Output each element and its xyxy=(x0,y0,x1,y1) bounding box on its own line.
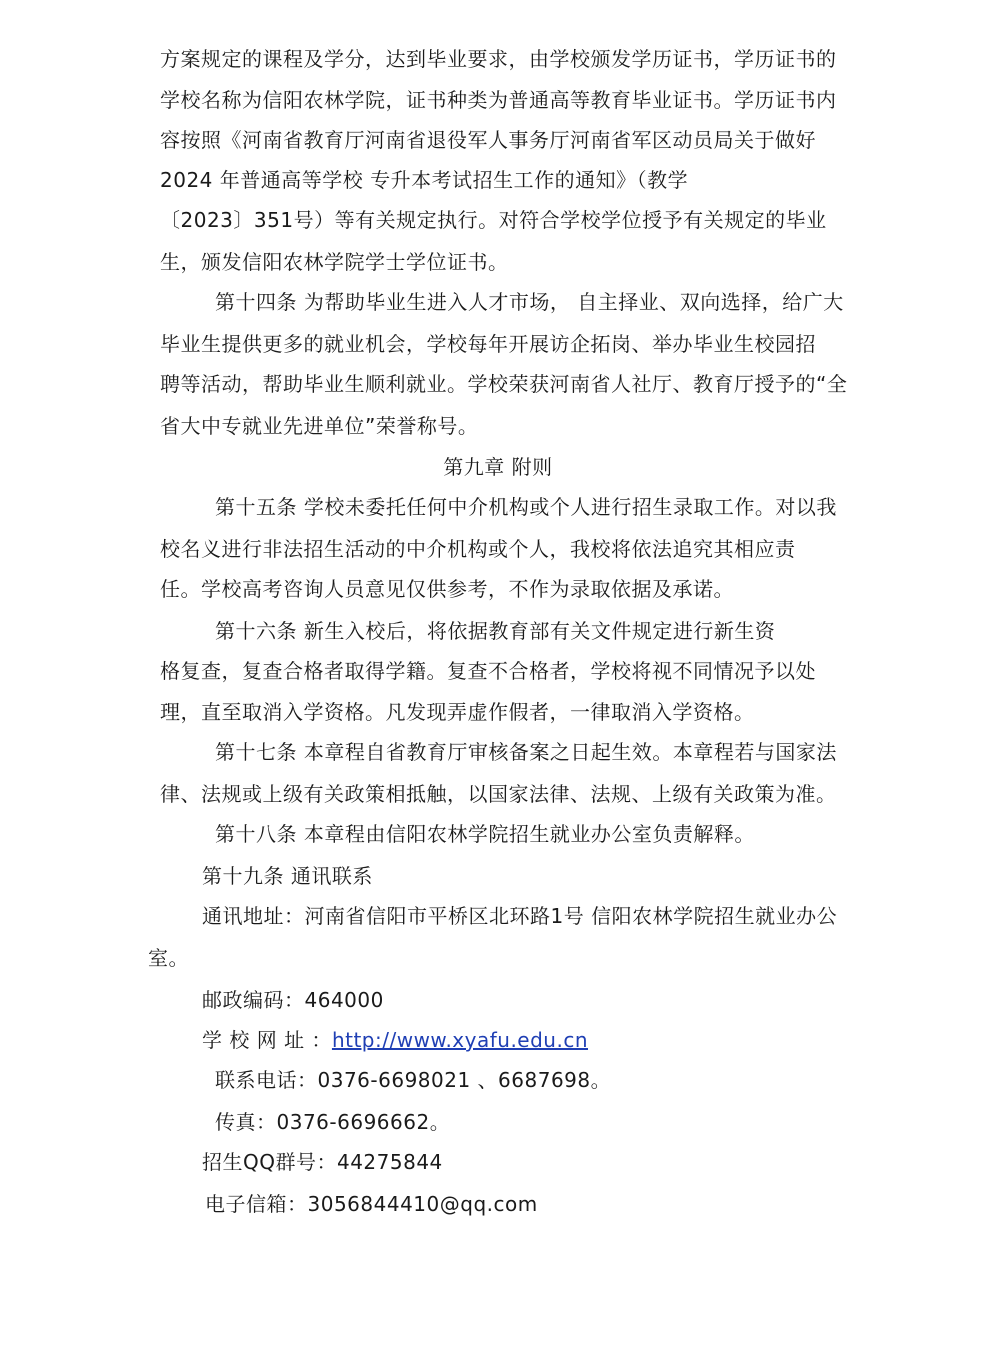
address-line-end: 室。 xyxy=(148,946,189,970)
paragraph-line: 生，颁发信阳农林学院学士学位证书。 xyxy=(160,250,509,274)
paragraph-line: 〔2023〕351号）等有关规定执行。对符合学校学位授予有关规定的毕业 xyxy=(160,208,827,232)
website-row xyxy=(202,1026,588,1054)
article-15-line: 第十五条 学校未委托任何中介机构或个人进行招生录取工作。对以我 xyxy=(215,495,837,519)
article-17-line: 第十七条 本章程自省教育厅审核备案之日起生效。本章程若与国家法 xyxy=(215,740,837,764)
paragraph-line: 聘等活动，帮助毕业生顺利就业。学校荣获河南省人社厅、教育厅授予的“全 xyxy=(160,372,848,396)
article-14-line: 第十四条 为帮助毕业生进入人才市场， 自主择业、双向选择，给广大 xyxy=(215,290,844,314)
paragraph-line: 容按照《河南省教育厅河南省退役军人事务厅河南省军区动员局关于做好 xyxy=(160,128,816,152)
address-line: 通讯地址：河南省信阳市平桥区北环路1号 信阳农林学院招生就业办公 xyxy=(202,904,838,928)
qq-value: 44275844 xyxy=(336,1150,443,1174)
article-16-line: 第十六条 新生入校后，将依据教育部有关文件规定进行新生资 xyxy=(215,619,776,643)
paragraph-line: 格复查，复查合格者取得学籍。复查不合格者，学校将视不同情况予以处 xyxy=(160,659,816,683)
phone-label: 联系电话： xyxy=(215,1068,318,1092)
article-18-line: 第十八条 本章程由信阳农林学院招生就业办公室负责解释。 xyxy=(215,822,755,846)
website-label: 学 校 网 址 ： xyxy=(202,1028,332,1052)
paragraph-line: 省大中专就业先进单位”荣誉称号。 xyxy=(160,414,479,438)
paragraph-line: 任。学校高考咨询人员意见仅供参考，不作为录取依据及承诺。 xyxy=(160,577,734,601)
postcode-value: 464000 xyxy=(304,988,384,1012)
paragraph-line: 毕业生提供更多的就业机会，学校每年开展访企拓岗、举办毕业生校园招 xyxy=(160,332,816,356)
phone-row xyxy=(215,1066,611,1094)
email-row xyxy=(205,1190,538,1218)
paragraph-line: 方案规定的课程及学分，达到毕业要求，由学校颁发学历证书，学历证书的 xyxy=(160,47,837,71)
postcode-row xyxy=(202,986,384,1014)
fax-label: 传真： xyxy=(215,1110,277,1134)
paragraph-line: 校名义进行非法招生活动的中介机构或个人，我校将依法追究其相应责 xyxy=(160,537,796,561)
paragraph-line: 学校名称为信阳农林学院，证书种类为普通高等教育毕业证书。学历证书内 xyxy=(160,88,837,112)
paragraph-line: 2024 年普通高等学校 专升本考试招生工作的通知》（教学 xyxy=(160,168,689,192)
qq-row xyxy=(202,1148,443,1176)
article-19-line: 第十九条 通讯联系 xyxy=(202,864,373,888)
paragraph-line: 律、法规或上级有关政策相抵触，以国家法律、法规、上级有关政策为准。 xyxy=(160,782,837,806)
email-value: 3056844410@qq.com xyxy=(307,1192,538,1216)
phone-value: 0376-6698021 、6687698。 xyxy=(317,1068,612,1092)
email-label: 电子信箱： xyxy=(205,1192,308,1216)
qq-label: 招生QQ群号： xyxy=(202,1150,337,1174)
fax-row xyxy=(215,1108,450,1136)
website-link[interactable]: http://www.xyafu.edu.cn xyxy=(331,1028,589,1052)
paragraph-line: 理，直至取消入学资格。凡发现弄虚作假者，一律取消入学资格。 xyxy=(160,700,755,724)
fax-value: 0376-6696662。 xyxy=(276,1110,451,1134)
postcode-label: 邮政编码： xyxy=(202,988,305,1012)
chapter-heading: 第九章 附则 xyxy=(443,455,553,479)
